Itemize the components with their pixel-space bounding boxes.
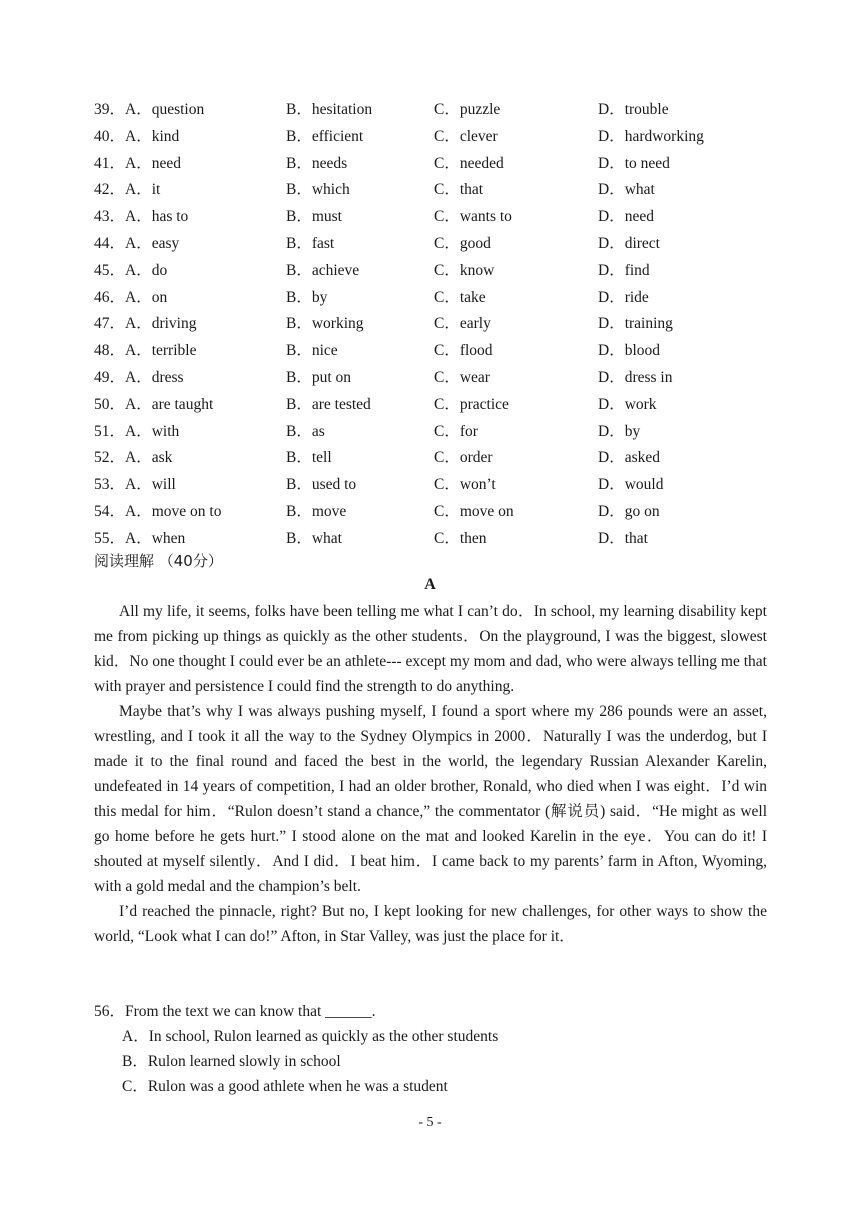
choice-number: 40．	[94, 127, 126, 145]
option-b: B．achieve	[286, 261, 360, 279]
choice-number: 42．	[94, 181, 126, 199]
choice-number: 46．	[94, 288, 126, 306]
choice-number-and-option-a	[94, 311, 196, 338]
choice-number-and-option-a	[94, 285, 167, 312]
choice-row	[94, 231, 774, 258]
option-d: D．go on	[598, 502, 660, 520]
option-b: B．must	[286, 208, 342, 226]
option-b: B．which	[286, 181, 350, 199]
choice-number-and-option-a	[94, 472, 176, 499]
option-a: A．are taught	[125, 395, 214, 413]
paragraph: I’d reached the pinnacle, right? But no, I kept looking for new challenges, for other ways to show the world, “Look what I can do!” Afton, in Star Valley, was just the place for it．	[94, 903, 767, 945]
passage	[94, 599, 767, 949]
option-c: C．wear	[434, 368, 490, 386]
choice-row	[94, 365, 774, 392]
choice-number: 49．	[94, 368, 126, 386]
choice-number-and-option-a	[94, 231, 179, 258]
option-b: B．needs	[286, 154, 348, 172]
option-c: C．early	[434, 315, 491, 333]
option-c: C．take	[434, 288, 486, 306]
question-56	[94, 999, 767, 1099]
option-a: A．need	[125, 154, 181, 172]
choice-number-and-option-a	[94, 151, 181, 178]
option-b: B．as	[286, 422, 325, 440]
choice-table	[94, 97, 774, 553]
choice-row	[94, 392, 774, 419]
option-d: D．direct	[598, 234, 660, 252]
option-b: B．fast	[286, 234, 335, 252]
option-a: A．dress	[125, 368, 184, 386]
choice-row	[94, 258, 774, 285]
option-a: A．it	[125, 181, 161, 199]
paragraph: Maybe that’s why I was always pushing myself, I found a sport where my 286 pounds were an asset, wrestling, and I took it all the way to the Sydney Olympics in 2000．Naturally I was the underdog, but I made it to the final round and faced the best in the world, the legendary Russian Alexander Karelin, undefeated in 14 years of competition, I had an older brother, Ronald, who died when I was eight．I’d win this medal for him．“Rulon doesn’t stand a chance,” the commentator (解说员) said．“He might as well go home before he gets hurt.” I stood alone on the mat and looked Karelin in the eye．You can do it! I shouted at myself silently．And I did．I beat him．I came back to my parents’ farm in Afton, Wyoming, with a gold medal and the champion’s belt.	[94, 703, 767, 895]
choice-row	[94, 311, 774, 338]
option-d: D．blood	[598, 342, 661, 360]
option-a: A．move on to	[125, 502, 222, 520]
option-d: D．training	[598, 315, 673, 333]
option-d: D．what	[598, 181, 655, 199]
choice-row	[94, 499, 774, 526]
option-d: D．ride	[598, 288, 649, 306]
option-b: B．working	[286, 315, 364, 333]
option-d: D．need	[598, 208, 654, 226]
choice-number: 55．	[94, 529, 126, 547]
paragraph: All my life, it seems, folks have been telling me what I can’t do．In school, my learning disability kept me from picking up things as quickly as the other students．On the playground, I was the biggest, slowest kid．No one thought I could ever be an athlete--- except my mom and dad, who were always telling me that with prayer and persistence I could find the strength to do anything.	[94, 603, 767, 695]
option-d: D．asked	[598, 449, 660, 467]
option-a: A．with	[125, 422, 180, 440]
choice-number: 47．	[94, 315, 126, 333]
choice-row	[94, 445, 774, 472]
option-c: C．clever	[434, 127, 498, 145]
option-d: D．by	[598, 422, 641, 440]
option-c: C．move on	[434, 502, 514, 520]
option-c: C．won’t	[434, 476, 496, 494]
option-a: A．has to	[125, 208, 189, 226]
choice-number-and-option-a	[94, 526, 185, 553]
choice-number: 44．	[94, 234, 126, 252]
option-a: A．on	[125, 288, 168, 306]
option-a: A．ask	[125, 449, 173, 467]
choice-number: 52．	[94, 449, 126, 467]
option-c: C．wants to	[434, 208, 512, 226]
option-a: A．do	[125, 261, 168, 279]
choice-number-and-option-a	[94, 204, 188, 231]
option-c: C．that	[434, 181, 484, 199]
choice-number: 54．	[94, 502, 126, 520]
choice-number: 43．	[94, 208, 126, 226]
option-d: D．that	[598, 529, 648, 547]
choice-number-and-option-a	[94, 258, 167, 285]
choice-number-and-option-a	[94, 499, 221, 526]
choice-number-and-option-a	[94, 177, 160, 204]
option-c: C．good	[434, 234, 491, 252]
choice-number-and-option-a	[94, 419, 179, 446]
choice-number-and-option-a	[94, 338, 196, 365]
option-c: C．order	[434, 449, 493, 467]
question-option: C．Rulon was a good athlete when he was a student	[122, 1078, 448, 1095]
choice-number-and-option-a	[94, 392, 213, 419]
option-d: D．would	[598, 476, 664, 494]
choice-row	[94, 204, 774, 231]
choice-row	[94, 124, 774, 151]
option-a: A．will	[125, 476, 176, 494]
choice-row	[94, 97, 774, 124]
option-d: D．hardworking	[598, 127, 704, 145]
choice-row	[94, 338, 774, 365]
choice-number: 41．	[94, 154, 126, 172]
choice-row	[94, 177, 774, 204]
option-c: C．puzzle	[434, 101, 501, 118]
option-b: B．by	[286, 288, 328, 306]
choice-number: 51．	[94, 422, 126, 440]
choice-number-and-option-a	[94, 365, 184, 392]
option-c: C．know	[434, 261, 495, 279]
option-a: A．easy	[125, 234, 180, 252]
option-b: B．used to	[286, 476, 357, 494]
option-a: A．when	[125, 529, 186, 547]
option-c: C．for	[434, 422, 478, 440]
choice-row	[94, 285, 774, 312]
choice-number: 39．	[94, 101, 126, 118]
choice-number-and-option-a	[94, 97, 204, 124]
option-b: B．move	[286, 502, 347, 520]
option-b: B．what	[286, 529, 342, 547]
option-d: D．to need	[598, 154, 670, 172]
option-b: B．nice	[286, 342, 338, 360]
option-c: C．practice	[434, 395, 509, 413]
option-b: B．efficient	[286, 127, 364, 145]
choice-number-and-option-a	[94, 124, 179, 151]
option-b: B．put on	[286, 368, 352, 386]
option-a: A．kind	[125, 127, 180, 145]
choice-row	[94, 526, 774, 553]
question-option: B．Rulon learned slowly in school	[122, 1053, 341, 1070]
option-a: A．question	[125, 101, 205, 118]
option-c: C．flood	[434, 342, 493, 360]
choice-number-and-option-a	[94, 445, 172, 472]
section-title: 阅读理解 （40分）	[94, 552, 223, 570]
choice-number: 53．	[94, 476, 126, 494]
option-d: D．dress in	[598, 368, 673, 386]
option-c: C．needed	[434, 154, 504, 172]
option-a: A．terrible	[125, 342, 197, 360]
option-a: A．driving	[125, 315, 197, 333]
choice-row	[94, 151, 774, 178]
option-d: D．trouble	[598, 101, 669, 118]
option-b: B．tell	[286, 449, 332, 467]
option-b: B．are tested	[286, 395, 371, 413]
choice-number: 45．	[94, 261, 126, 279]
question-stem: 56．From the text we can know that ______.	[94, 1003, 376, 1020]
choice-row	[94, 419, 774, 446]
choice-number: 48．	[94, 342, 126, 360]
passage-letter: A	[424, 576, 436, 593]
choice-number: 50．	[94, 395, 126, 413]
option-d: D．find	[598, 261, 650, 279]
page-number: - 5 -	[418, 1115, 442, 1130]
option-c: C．then	[434, 529, 487, 547]
choice-row	[94, 472, 774, 499]
question-option: A．In school, Rulon learned as quickly as the other students	[122, 1028, 499, 1045]
option-d: D．work	[598, 395, 657, 413]
option-b: B．hesitation	[286, 101, 373, 118]
